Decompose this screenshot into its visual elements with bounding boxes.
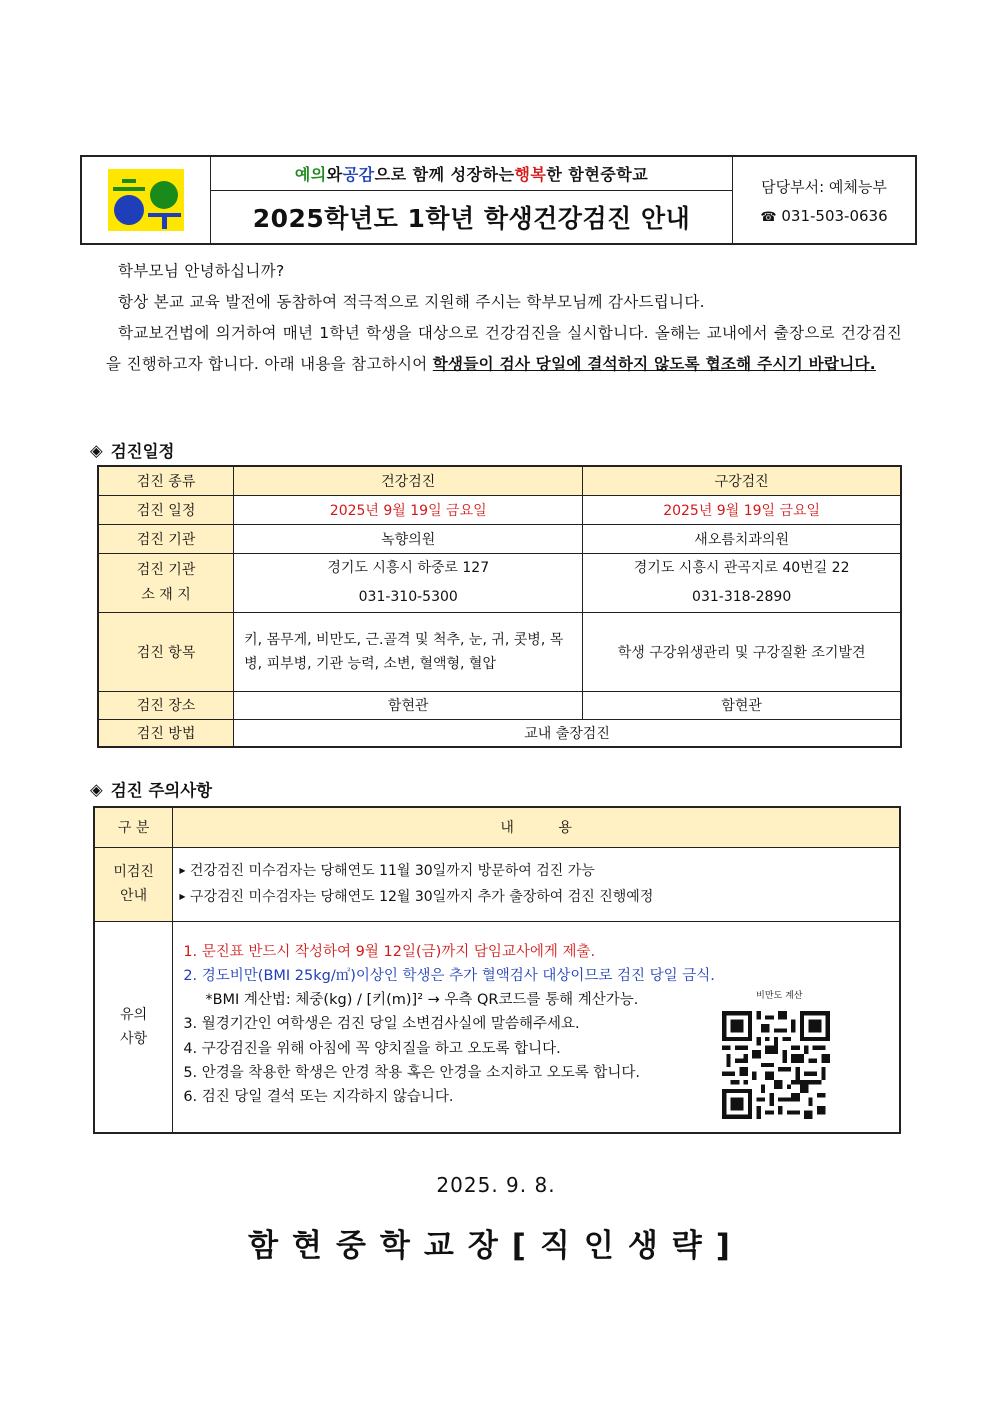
- note-item: 1. 문진표 반드시 작성하여 9월 12일(금)까지 담임교사에게 제출.: [183, 943, 596, 960]
- intro-body: 학교보건법에 의거하여 매년 1학년 학생을 대상으로 건강검진을 실시합니다. 올해는 교내에서 출장으로 건강검진을 진행하고자 합니다. 아래 내용을 참고하시어 학생들이 검사 당일에 결석하지 않도록 협조해 주시기 바랍니다.: [106, 324, 902, 373]
- department: 담당부서: 예체능부: [761, 177, 887, 196]
- list-item: ▶ 구강검진 미수검자는 당해연도 12월 30일까지 추가 출장하여 검진 진행예정: [179, 889, 654, 905]
- issue-date: 2025. 9. 8.: [436, 1173, 556, 1197]
- table-row: 검진 장소 함현관 함현관: [98, 691, 901, 719]
- greeting: 학부모님 안녕하십니까?: [118, 262, 285, 280]
- note-item: *BMI 계산법: 체중(kg) / [키(m)]² → 우측 QR코드를 통해 계산가능.: [205, 992, 639, 1009]
- note-item: 2. 경도비만(BMI 25kg/㎡)이상인 학생은 추가 혈액검사 대상이므로 검진 당일 금식.: [183, 967, 715, 984]
- table-row: 구 분 내 용: [94, 807, 900, 847]
- schedule-section-title: ◈ 검진일정: [90, 440, 175, 461]
- principal-signature: 함현중학교장[직인생략]: [248, 1228, 744, 1264]
- diamond-bullet-icon: ◈: [90, 440, 103, 460]
- qr-code-icon[interactable]: [722, 1011, 830, 1119]
- table-row: 유의 사항 1. 문진표 반드시 작성하여 9월 12일(금)까지 담임교사에게 제출. 2. 경도비만(BMI 25kg/㎡)이상인 학생은 추가 혈액검사 대상이므로 검진 당일 금식. *BMI 계산법: 체중(kg) / [키(m)]² → 우측 QR코드를 통해 계산가능. 3. 월경기간인 여학생은 검진 당일 소변검사실에 말씀해주세요. 4. 구강검진을 위해 아침에 꼭 양치질을 하고 오도록 합니다. 5. 안경을 착용한 학생은 안경 착용 혹은 안경을 소지하고 오도록 합니다. 6. 검진 당일 결석 또는 지각하지 않습니다. 비만도 계산: [94, 921, 900, 1133]
- triangle-bullet-icon: ▶: [179, 866, 186, 875]
- triangle-bullet-icon: ▶: [179, 892, 186, 901]
- qr-label: 비만도 계산: [756, 990, 803, 1001]
- list-item: ▶ 건강검진 미수검자는 당해연도 11월 30일까지 방문하여 검진 가능: [179, 863, 595, 879]
- emphasis-request: 학생들이 검사 당일에 결석하지 않도록 협조해 주시기 바랍니다.: [432, 355, 876, 373]
- intro-letter: [106, 256, 902, 380]
- bmi-qr[interactable]: [722, 984, 830, 1128]
- note-item: 6. 검진 당일 결석 또는 지각하지 않습니다.: [183, 1089, 454, 1106]
- school-slogan: 예의 와 공감 으로 함께 성장하는 행복 한 함현중학교: [211, 157, 732, 191]
- thanks-line: 항상 본교 교육 발전에 동참하여 적극적으로 지원해 주시는 학부모님께 감사드립니다.: [118, 293, 705, 311]
- note-item: 4. 구강검진을 위해 아침에 꼭 양치질을 하고 오도록 합니다.: [183, 1040, 561, 1057]
- contact-phone: ☎ 031-503-0636: [760, 206, 888, 225]
- note-item: 3. 월경기간인 여학생은 검진 당일 소변검사실에 말씀해주세요.: [183, 1016, 580, 1033]
- document-header: [80, 155, 917, 245]
- table-row: 검진 종류 건강검진 구강검진: [98, 466, 901, 495]
- telephone-icon: ☎: [760, 209, 777, 225]
- caution-table: [93, 806, 901, 1134]
- caution-section-title: ◈ 검진 주의사항: [90, 779, 213, 800]
- school-logo: [82, 157, 211, 243]
- table-row: 검진 항목 키, 몸무게, 비만도, 근.골격 및 척추, 눈, 귀, 콧병, 목병, 피부병, 기관 능력, 소변, 혈액형, 혈압 학생 구강위생관리 및 구강질환 조기발견: [98, 612, 901, 691]
- page-title: 2025학년도 1학년 학생건강검진 안내: [252, 204, 691, 233]
- school-logo-icon: [106, 169, 186, 231]
- schedule-table: [97, 465, 902, 748]
- table-row: 검진 일정 2025년 9월 19일 금요일 2025년 9월 19일 금요일: [98, 495, 901, 524]
- table-row: 검진 방법 교내 출장검진: [98, 719, 901, 747]
- table-row: 미검진 안내 ▶ 건강검진 미수검자는 당해연도 11월 30일까지 방문하여 검진 가능 ▶ 구강검진 미수검자는 당해연도 12월 30일까지 추가 출장하여 검진 진행예정: [94, 847, 900, 921]
- diamond-bullet-icon: ◈: [90, 779, 103, 799]
- note-item: 5. 안경을 착용한 학생은 안경 착용 혹은 안경을 소지하고 오도록 합니다.: [183, 1064, 641, 1081]
- table-row: 검진 기관 소 재 지 경기도 시흥시 하중로 127 031-310-5300 경기도 시흥시 관곡지로 40번길 22 031-318-2890: [98, 553, 901, 612]
- table-row: 검진 기관 녹향의원 새오름치과의원: [98, 524, 901, 553]
